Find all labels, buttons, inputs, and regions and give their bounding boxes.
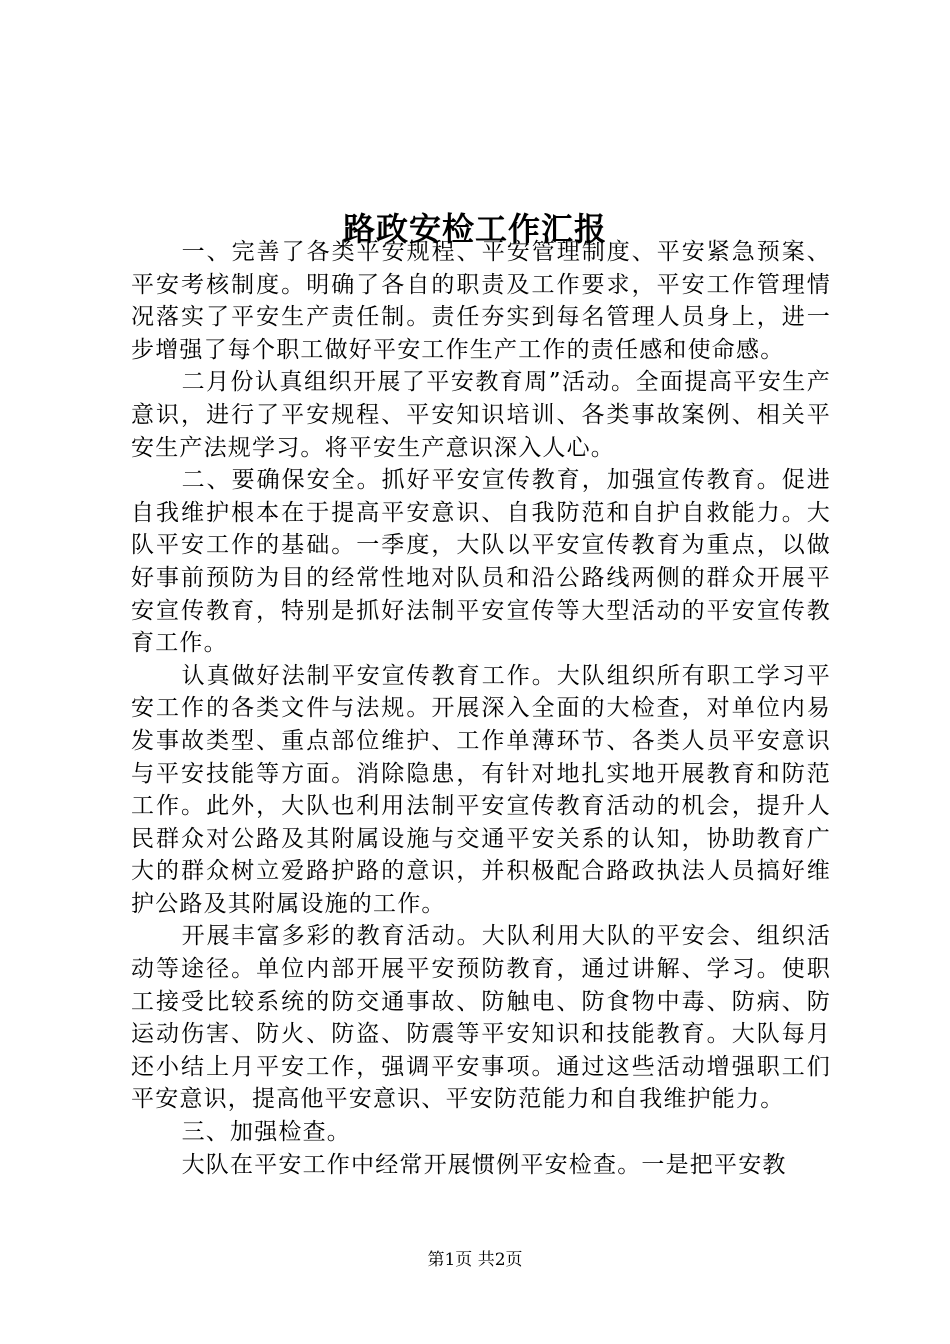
page-number-footer: 第1页 共2页 bbox=[427, 1250, 523, 1270]
paragraph: 认真做好法制平安宣传教育工作。大队组织所有职工学习平安工作的各类文件与法规。开展深入全面的大检查，对单位内易发事故类型、重点部位维护、工作单薄环节、各类人员平安意识与平安技能等方面。消除隐患，有针对地扎实地开展教育和防范工作。此外，大队也利用法制平安宣传教育活动的机会，提升人民群众对公路及其附属设施与交通平安关系的认知，协助教育广大的群众树立爱路护路的意识，并积极配合路政执法人员搞好维护公路及其附属设施的工作。 bbox=[131, 662, 831, 917]
document-body bbox=[131, 236, 831, 1181]
paragraph: 二、要确保安全。抓好平安宣传教育，加强宣传教育。促进自我维护根本在于提高平安意识、自我防范和自护自救能力。大队平安工作的基础。一季度，大队以平安宣传教育为重点，以做好事前预防为目的经常性地对队员和沿公路线两侧的群众开展平安宣传教育，特别是抓好法制平安宣传等大型活动的平安宣传教育工作。 bbox=[131, 467, 831, 657]
paragraph: 大队在平安工作中经常开展惯例平安检查。一是把平安教 bbox=[181, 1151, 787, 1178]
document-title: 路政安检工作汇报 bbox=[342, 210, 607, 249]
paragraph: 一、完善了各类平安规程、平安管理制度、平安紧急预案、平安考核制度。明确了各自的职责及工作要求，平安工作管理情况落实了平安生产责任制。责任夯实到每名管理人员身上，进一步增强了每个职工做好平安工作生产工作的责任感和使命感。 bbox=[131, 239, 831, 363]
paragraph: 二月份认真组织开展了平安教育周”活动。全面提高平安生产意识，进行了平安规程、平安知识培训、各类事故案例、相关平安生产法规学习。将平安生产意识深入人心。 bbox=[131, 369, 831, 461]
paragraph: 开展丰富多彩的教育活动。大队利用大队的平安会、组织活动等途径。单位内部开展平安预防教育，通过讲解、学习。使职工接受比较系统的防交通事故、防触电、防食物中毒、防病、防运动伤害、防火、防盗、防震等平安知识和技能教育。大队每月还小结上月平安工作，强调平安事项。通过这些活动增强职工们平安意识，提高他平安意识、平安防范能力和自我维护能力。 bbox=[131, 923, 831, 1113]
section-heading: 三、加强检查。 bbox=[181, 1119, 351, 1146]
